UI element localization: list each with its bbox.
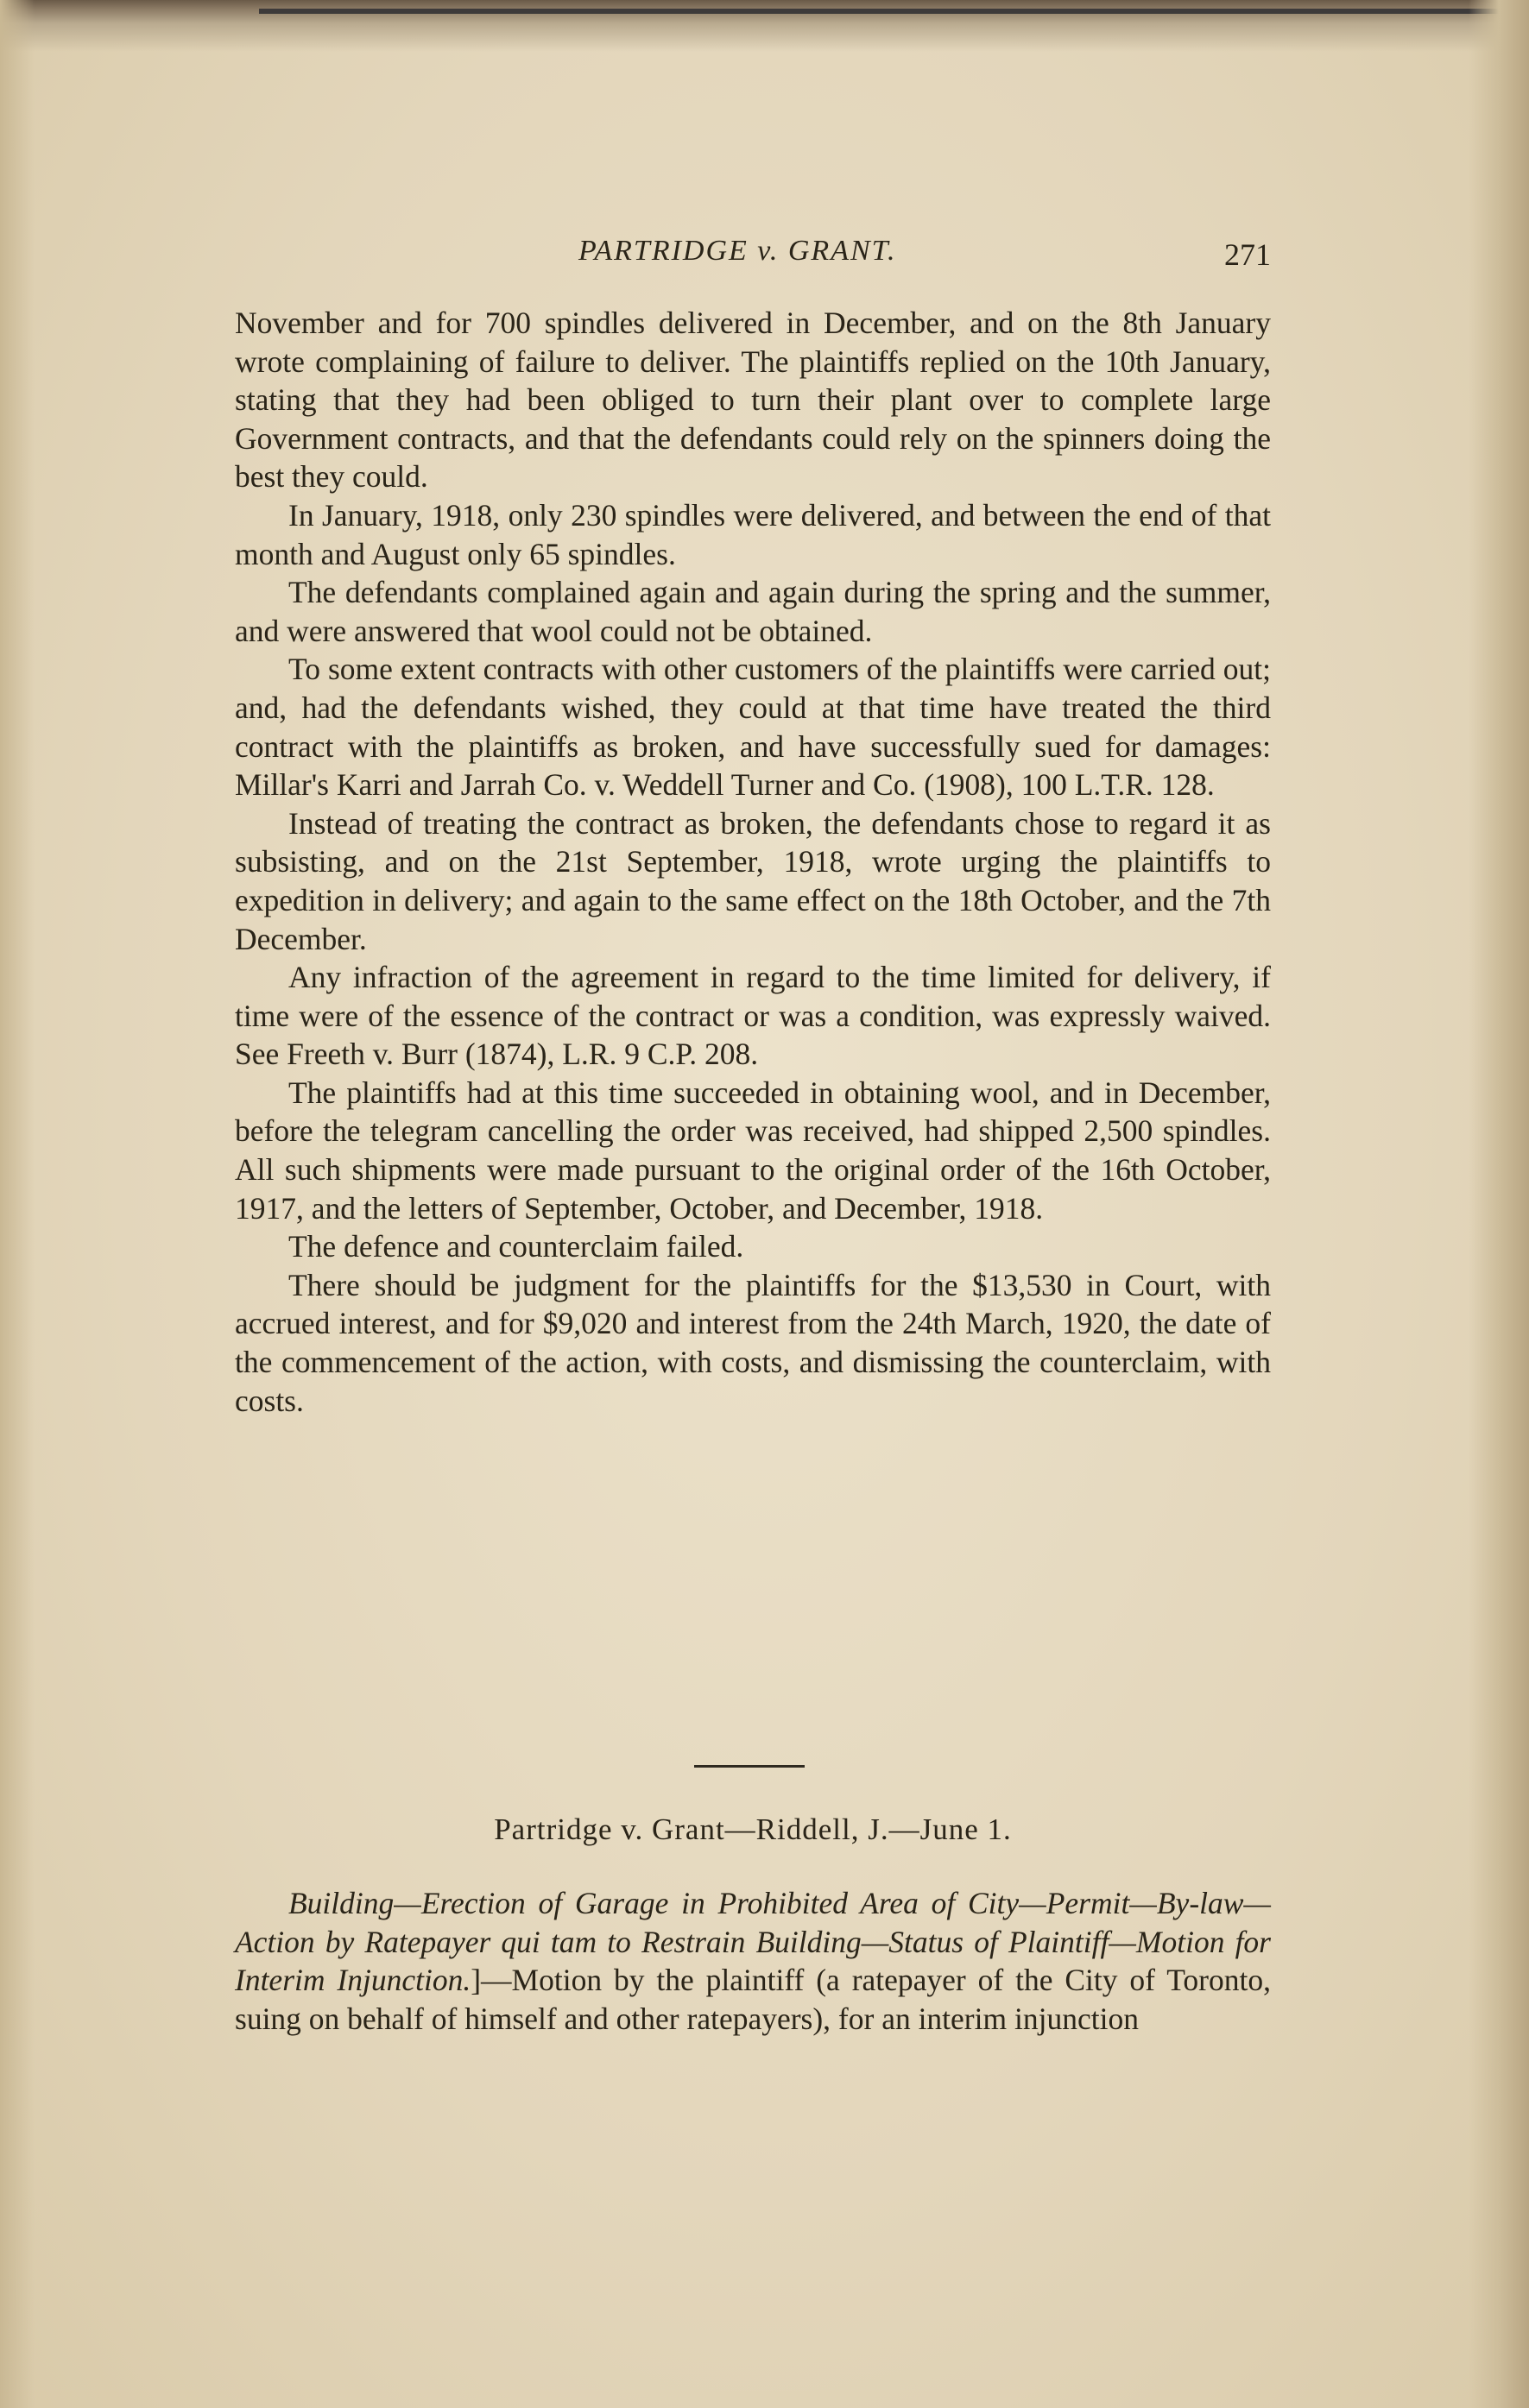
section-divider (694, 1765, 805, 1768)
paragraph: The plaintiffs had at this time succeeded in obtaining wool, and in December, before the telegram cancelling the order was received, had shipped 2,500 spindles. All such shipments were made pursuant to the original order of the 16th October, 1917, and the letters of September, October, and December, 1918. (235, 1075, 1271, 1226)
page-right-edge (1469, 0, 1529, 2408)
paragraph: Instead of treating the contract as broken, the defendants chose to regard it as subsisting, and on the 21st September, 1918, wrote urging the plaintiffs to expedition in delivery; and again to the same effect on the 18th October, and the 7th December. (235, 805, 1271, 956)
catchwords-bracket: ] (471, 1963, 482, 1998)
page-number: 271 (1224, 237, 1271, 272)
running-title: PARTRIDGE v. GRANT. (578, 235, 897, 267)
paragraph: In January, 1918, only 230 spindles were delivered, and between the end of that month and August only 65 spindles. (235, 497, 1271, 571)
page-left-shadow (0, 0, 35, 2408)
case-headnote (235, 1884, 1271, 2038)
paragraph: The defendants complained again and again during the spring and the summer, and were answered that wool could not be obtained. (235, 575, 1271, 648)
page-top-edge (0, 0, 1529, 52)
paragraph: There should be judgment for the plaintiffs for the $13,530 in Court, with accrued interest, and for $9,020 and interest from the 24th March, 1920, the date of the commencement of the action, with costs, and dismissing the counterclaim, with costs. (235, 1267, 1271, 1418)
paragraph: The defence and counterclaim failed. (288, 1229, 744, 1264)
paragraph: To some extent contracts with other customers of the plaintiffs were carried out; and, had the defendants wished, they could at that time have treated the third contract with the plaintiffs as broken, and have successfully sued for damages: Millar's Karri and Jarrah Co. v. Weddell Turner and Co. (1908), 100 L.T.R. 128. (235, 652, 1271, 803)
paragraph: Any infraction of the agreement in regard to the time limited for delivery, if time were of the essence of the contract or was a condition, was expressly waived. See Freeth v. Burr (1874), L.R. 9 C.P. 208. (235, 960, 1271, 1072)
paragraph-continued: November and for 700 spindles delivered in December, and on the 8th January wrote complaining of failure to deliver. The plaintiffs replied on the 10th January, stating that they had been obliged to turn their plant over to complete large Government contracts, and that the defendants could rely on the spinners doing the best they could. (235, 306, 1271, 495)
body-text (235, 304, 1271, 1420)
headnote-text: —Motion by the plaintiff (a ratepayer of the City of Toronto, suing on behalf of himself and other ratepayers), for an interim injunction (235, 1963, 1271, 2036)
catchwords: Building—Erection of Garage in Prohibited Area of City—Permit—By-law—Action by Ratepayer qui tam to Restrain Building—Status of Plaintiff—Motion for Interim Injunction. (235, 1886, 1271, 1998)
case-heading: Partridge v. Grant—Riddell, J.—June 1. (494, 1812, 1012, 1846)
page-header (235, 235, 1271, 287)
